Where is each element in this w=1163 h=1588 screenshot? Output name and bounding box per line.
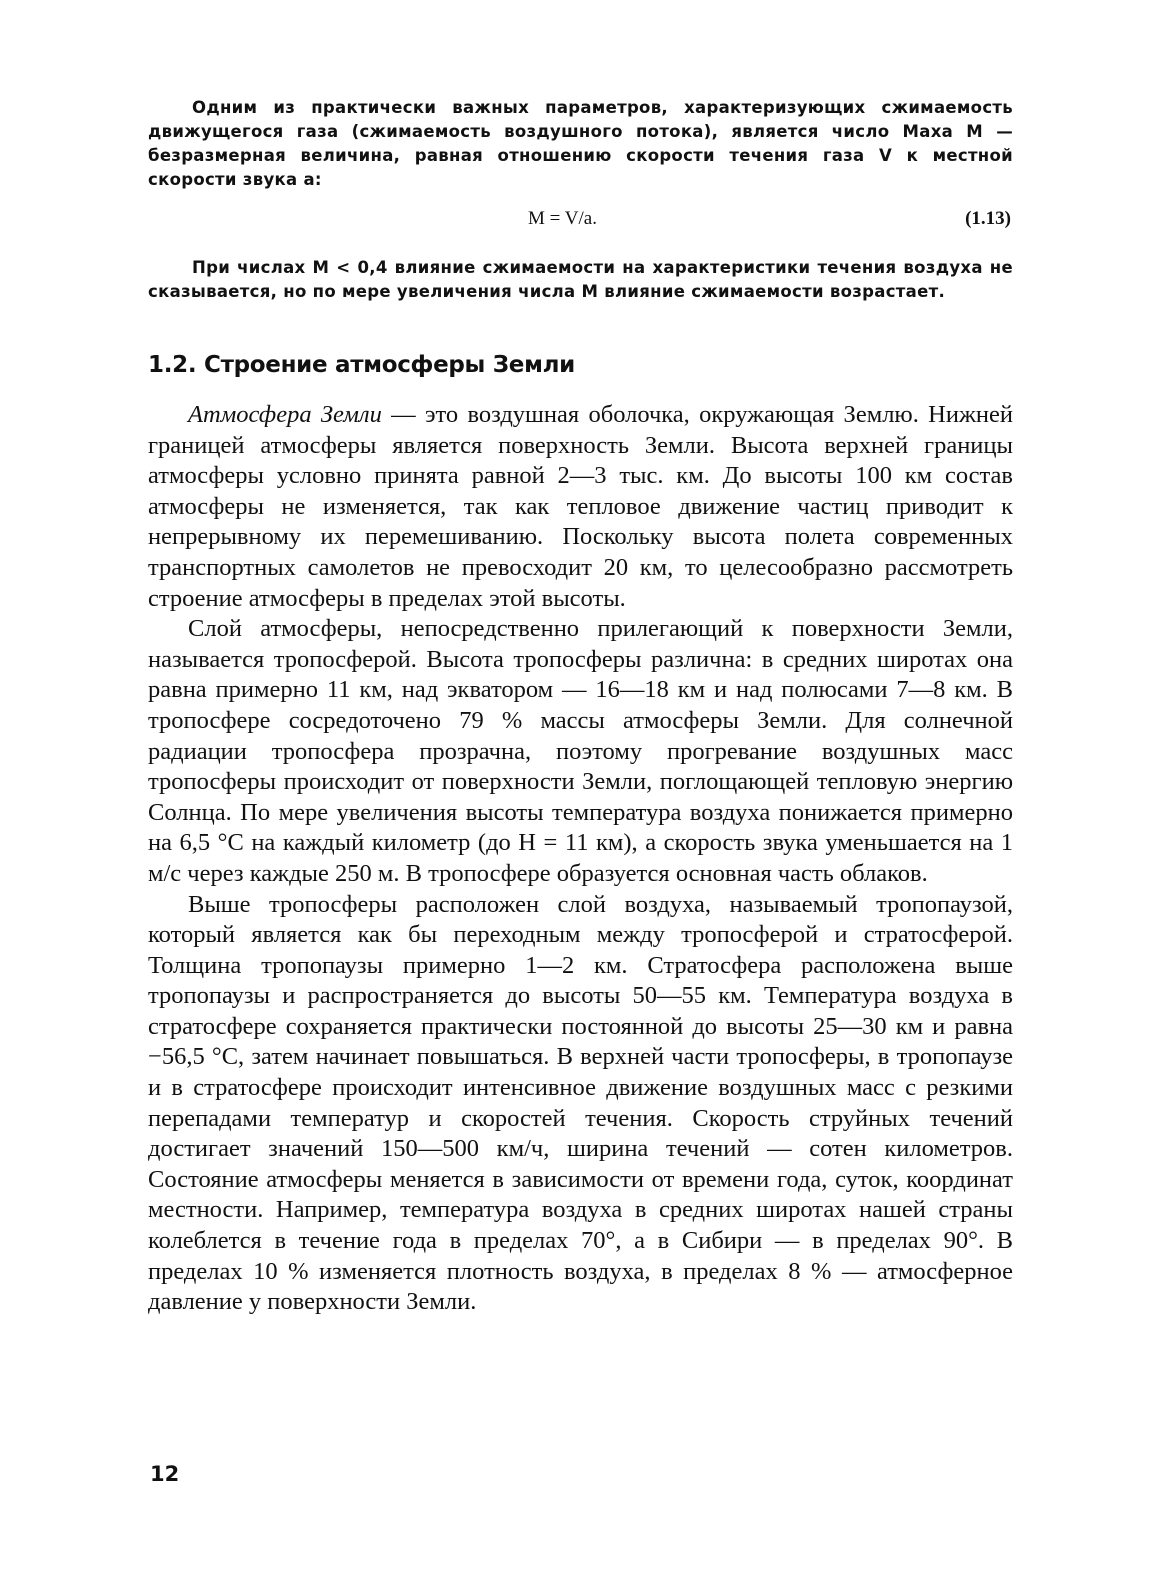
formula-block (148, 192, 1013, 256)
section-paragraph-1 (148, 400, 1013, 614)
section-paragraph-3: Выше тропосферы расположен слой воздуха, называемый тропопаузой, который является как бы переходным между тропосферой и стратосферой. Толщина тропопаузы примерно 1—2 км. Стратосфера расположена выше тропопаузы и распространяется до высоты 50—55 км. Температура воздуха в стратосфере сохраняется практически постоянной до высоты 25—30 км и равна −56,5 °С, затем начинает повышаться. В верхней части тропосферы, в тропопаузе и в стратосфере происходит интенсивное движение воздушных масс с резкими перепадами температур и скоростей течения. Скорость струйных течений достигает значений 150—500 км/ч, ширина течений — сотен километров. Состояние атмосферы меняется в зависимости от времени года, суток, координат местности. Например, температура воздуха в средних широтах нашей страны колеблется в течение года в пределах 70°, а в Сибири — в пределах 90°. В пределах 10 % изменяется плотность воздуха, в пределах 8 % — атмосферное давление у поверхности Земли. (148, 890, 1013, 1316)
formula-number: (1.13) (965, 208, 1011, 229)
intro-block-2 (148, 256, 1013, 304)
page-number: 12 (150, 1462, 180, 1486)
page-content (148, 96, 1013, 1318)
intro-paragraph-2: При числах М < 0,4 влияние сжимаемости на характеристики течения воздуха не сказывается, но по мере увеличения числа М влияние сжимаемости возрастает. (148, 258, 1013, 301)
term-atmosphere: Атмосфера Земли (188, 401, 382, 428)
intro-block (148, 96, 1013, 192)
formula-expression: M = V/a. (528, 208, 597, 229)
section-heading: 1.2. Строение атмосферы Земли (148, 352, 575, 378)
section-body (148, 400, 1013, 1318)
section-paragraph-2: Слой атмосферы, непосредственно прилегающий к поверхности Земли, называется тропосферой. Высота тропосферы различна: в средних широтах она равна примерно 11 км, над экватором — 16—18 км и над полюсами 7—8 км. В тропосфере сосредоточено 79 % массы атмосферы Земли. Для солнечной радиации тропосфера прозрачна, поэтому прогревание воздушных масс тропосферы происходит от поверхности Земли, поглощающей тепловую энергию Солнца. По мере увеличения высоты температура воздуха понижается примерно на 6,5 °С на каждый километр (до Н = 11 км), а скорость звука уменьшается на 1 м/с через каждые 250 м. В тропосфере образуется основная часть облаков. (148, 615, 1013, 887)
section-paragraph-1-text: — это воздушная оболочка, окружающая Землю. Нижней границей атмосферы является поверхность Земли. Высота верхней границы атмосферы условно принята равной 2—3 тыс. км. До высоты 100 км состав атмосферы не изменяется, так как тепловое движение частиц приводит к непрерывному их перемешиванию. Поскольку высота полета современных транспортных самолетов не превосходит 20 км, то целесообразно рассмотреть строение атмосферы в пределах этой высоты. (148, 401, 1013, 612)
intro-paragraph-1: Одним из практически важных параметров, характеризующих сжимаемость движущегося газа (сжимаемость воздушного потока), является число Маха М — безразмерная величина, равная отношению скорости течения газа V к местной скорости звука a: (148, 98, 1013, 189)
